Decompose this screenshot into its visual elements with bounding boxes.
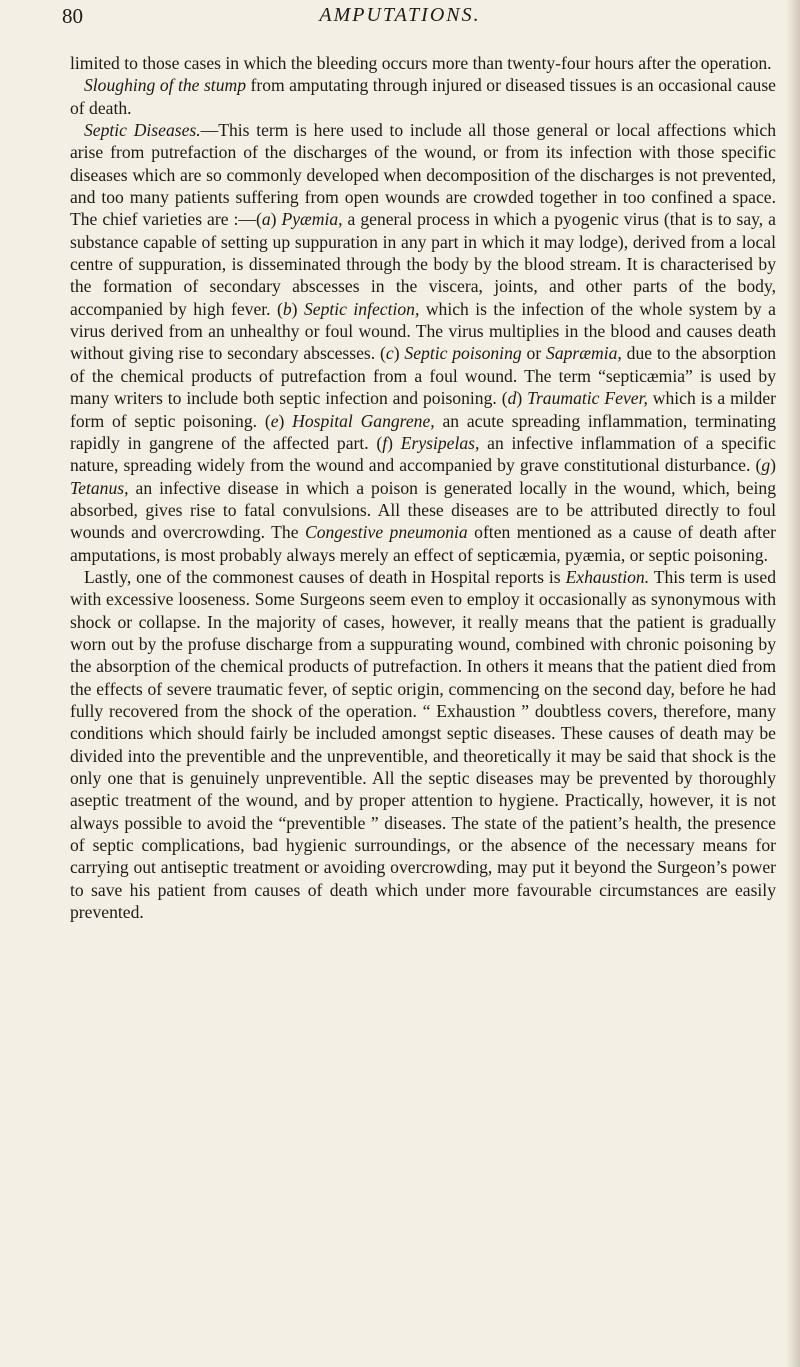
running-title: AMPUTATIONS. <box>319 4 481 26</box>
text-run: ) <box>291 298 304 319</box>
paragraph <box>70 74 776 119</box>
text-run: which is the infection of the whole system by a virus derived from an unhealthy or foul wound. The virus multiplies in the blood and causes death without giving rise to secondary abscesses. ( <box>70 298 776 364</box>
text-run: —This term is here used to include all those general or local affections which arise from putrefaction of the discharges of the wound, or from its infection with those specific diseases which are so commonly developed when decomposition of the discharges is not prevented, and too many patients suffering from open wounds are crowded together in too confined a space. The chief varieties are :—( <box>70 120 776 230</box>
text-run: from amputating through injured or diseased tissues is an occasional cause of death. <box>70 75 776 118</box>
text-run: a general process in which a pyogenic virus (that is to say, a substance capable of setting up suppuration in any part in which it may lodge), derived from a local centre of suppuration, is disseminated through the body by the blood stream. It is characterised by the formation of secondary abscesses in the viscera, joints, and other parts of the body, accompanied by high fever. ( <box>70 209 776 319</box>
italic-text-run: Sloughing of the stump <box>84 75 246 96</box>
text-run: an infective disease in which a poison is generated locally in the wound, which, being absorbed, gives rise to fatal convulsions. All these diseases are to be attributed directly to foul wounds and overcrowding. The <box>70 477 776 543</box>
italic-text-run: Congestive pneumonia <box>304 522 468 543</box>
italic-text-run: e <box>270 410 279 431</box>
text-run: an acute spreading inflammation, terminating rapidly in gangrene of the affected part. ( <box>70 410 777 453</box>
text-run: limited to those cases in which the bleeding occurs more than twenty-four hours after the operation. <box>70 53 772 73</box>
body-text <box>70 52 776 923</box>
text-run: Lastly, one of the commonest causes of death in Hospital reports is <box>84 566 566 587</box>
text-run: often mentioned as a cause of death after amputations, is most probably always merely an effect of septicæmia, pyæmia, or septic poisoning. <box>70 522 776 565</box>
text-run: ) <box>278 410 293 431</box>
text-run: an infective inflammation of a specific nature, spreading widely from the wound and accompanied by grave constitutional disturbance. ( <box>70 432 776 476</box>
italic-text-run: Exhaustion. <box>565 566 650 587</box>
page-edge-shadow <box>786 0 800 1367</box>
italic-text-run: Pyæmia, <box>281 209 343 230</box>
paragraph <box>70 566 776 924</box>
text-run: or <box>521 343 547 364</box>
italic-text-run: Hospital Gangrene, <box>292 410 435 431</box>
paragraph <box>70 52 776 74</box>
text-run: ) <box>516 388 528 409</box>
italic-text-run: c <box>385 343 394 364</box>
text-run: This term is used with excessive looseness. Some Surgeons seem even to employ it occasionally as synonymous with shock or collapse. In the majority of cases, however, it really means that the patient is gradually worn out by the profuse discharge from a suppurating wound, combined with chronic poisoning by the absorption of the chemical products of putrefaction. In others it means that the patient died from the effects of severe traumatic fever, of septic origin, commencing on the second day, before he had fully recovered from the shock of the operation. “ Exhaustion ” doubtless covers, therefore, many conditions which should fairly be included amongst septic diseases. These causes of death may be divided into the preventible and the unpreventible, and theoretically it may be said that shock is the only one that is genuinely unpreventible. All the septic diseases may be prevented by thoroughly aseptic treatment of the wound, and by proper attention to hygiene. Practically, however, it is not always possible to avoid the “preventible ” diseases. The state of the patient’s health, the presence of septic complications, bad hygienic surroundings, or the absence of the necessary means for carrying out antiseptic treatment or avoiding overcrowding, may put it beyond the Surgeon’s power to save his patient from causes of death which under more favourable circumstances are easily prevented. <box>70 566 777 923</box>
text-run: ) <box>270 209 282 230</box>
italic-text-run: Septic infection, <box>303 298 420 319</box>
text-run: ) <box>393 343 405 364</box>
italic-text-run: b <box>282 298 292 319</box>
page-header <box>0 4 800 38</box>
italic-text-run: Sapræmia, <box>546 343 622 364</box>
text-run: which is a milder form of septic poisoning. ( <box>70 388 776 431</box>
italic-text-run: Septic Diseases. <box>84 120 201 141</box>
italic-text-run: Septic poisoning <box>404 343 522 364</box>
italic-text-run: Traumatic Fever, <box>527 388 648 409</box>
italic-text-run: Tetanus, <box>70 477 129 498</box>
text-run: due to the absorption of the chemical products of putrefaction from a foul wound. The term “septicæmia” is used by many writers to include both septic infection and poisoning. ( <box>70 343 777 409</box>
text-run: ) <box>387 432 401 453</box>
italic-text-run: g <box>761 455 771 476</box>
text-run: ) <box>770 455 776 476</box>
italic-text-run: a <box>261 209 271 230</box>
page-number: 80 <box>62 4 83 28</box>
italic-text-run: f <box>382 432 388 453</box>
italic-text-run: d <box>507 388 517 409</box>
paragraph <box>70 119 776 566</box>
italic-text-run: Erysipelas, <box>400 432 480 453</box>
